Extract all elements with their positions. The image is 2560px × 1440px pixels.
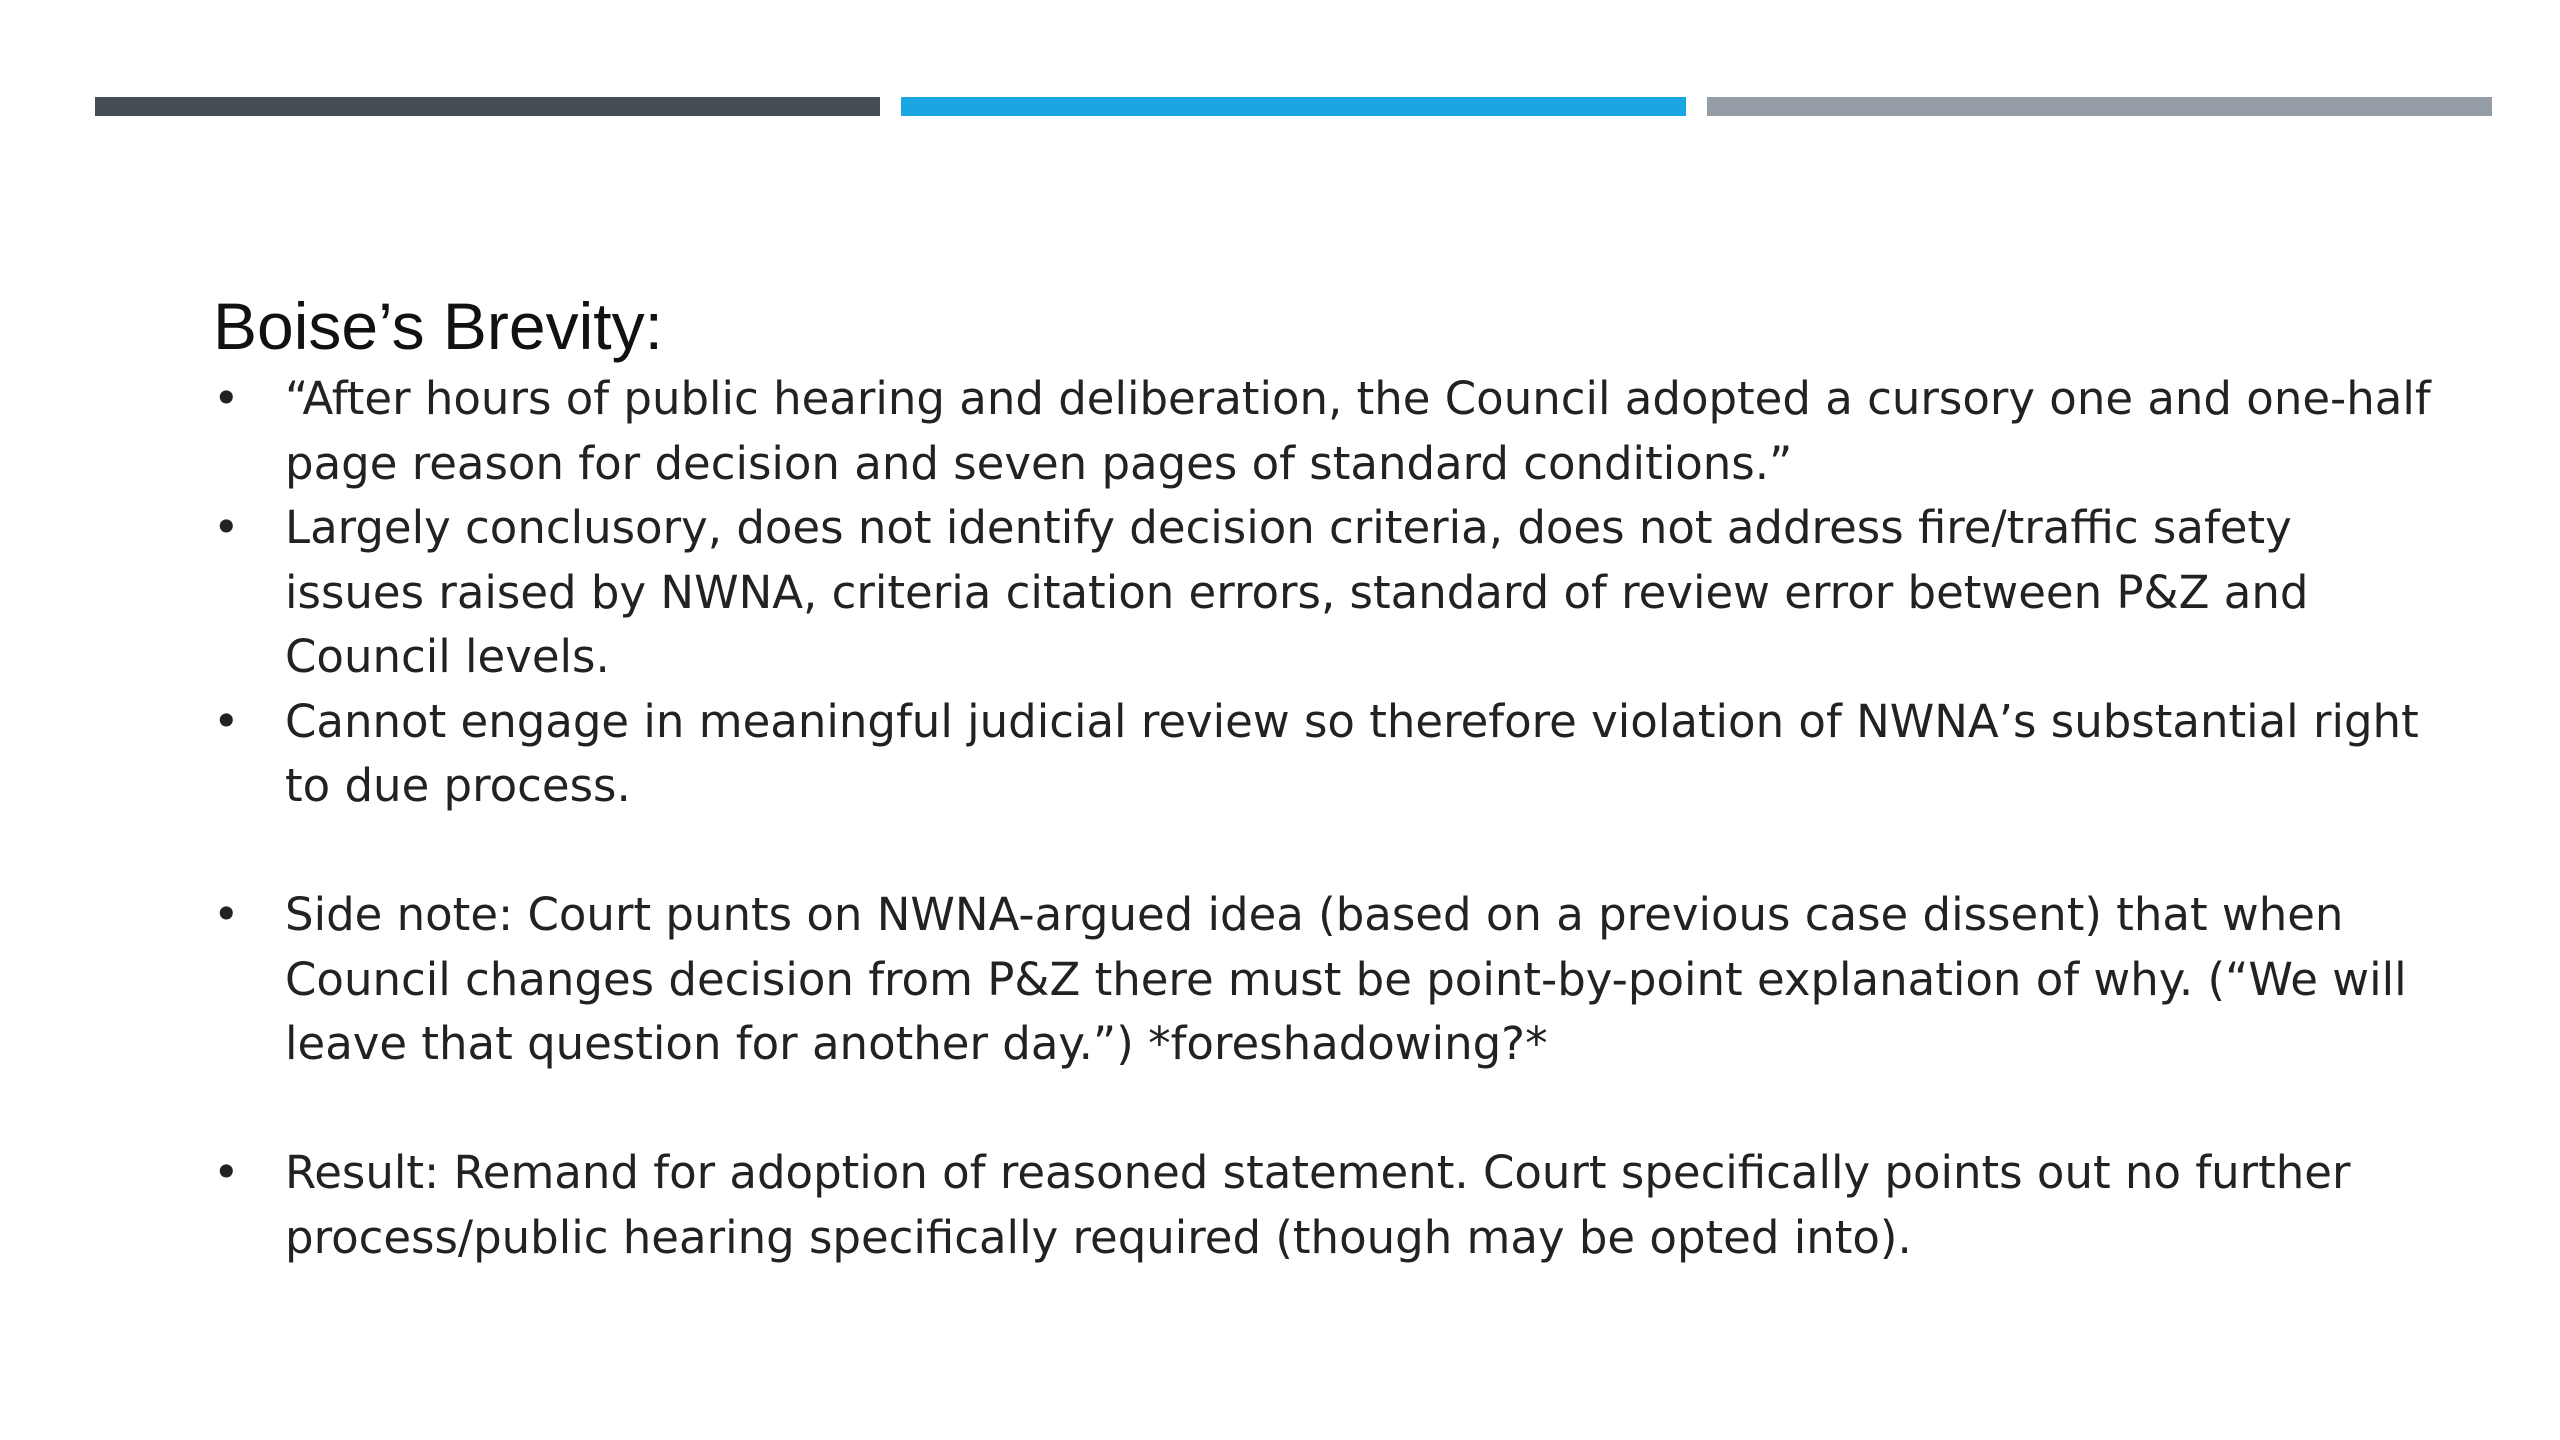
bullet-point-icon: • [213,1146,240,1199]
bullet-item [213,883,2443,1077]
bullet-text: Cannot engage in meaningful judicial review so therefore violation of NWNA’s substantial right to due process. [285,694,2419,812]
bullet-point-icon: • [213,372,240,425]
bullet-text: Largely conclusory, does not identify decision criteria, does not address fire/traffic safety issues raised by NWNA, criteria citation errors, standard of review error between P&Z and Council levels. [285,501,2309,683]
bullet-item [213,367,2443,496]
bullet-point-icon: • [213,501,240,554]
accent-bar-dark [95,97,880,116]
accent-bar-gray [1707,97,2492,116]
bullet-item [213,496,2443,690]
bullet-item [213,1141,2443,1270]
bullet-list [213,367,2443,1270]
bullet-text: “After hours of public hearing and deliberation, the Council adopted a cursory one and one-half page reason for decision and seven pages of standard conditions.” [285,372,2431,490]
bullet-point-icon: • [213,694,240,748]
slide-title: Boise’s Brevity: [213,289,663,363]
bullet-item [213,690,2443,819]
bullet-text: Result: Remand for adoption of reasoned statement. Court specifically points out no further process/public hearing specifically required (though may be opted into). [285,1146,2351,1264]
accent-bar-blue [901,97,1686,116]
bullet-point-icon: • [213,888,240,941]
bullet-text: Side note: Court punts on NWNA-argued idea (based on a previous case dissent) that when Council changes decision from P&Z there must be point-by-point explanation of why. (“We will leave that question for another day.”) *foreshadowing?* [285,888,2407,1070]
